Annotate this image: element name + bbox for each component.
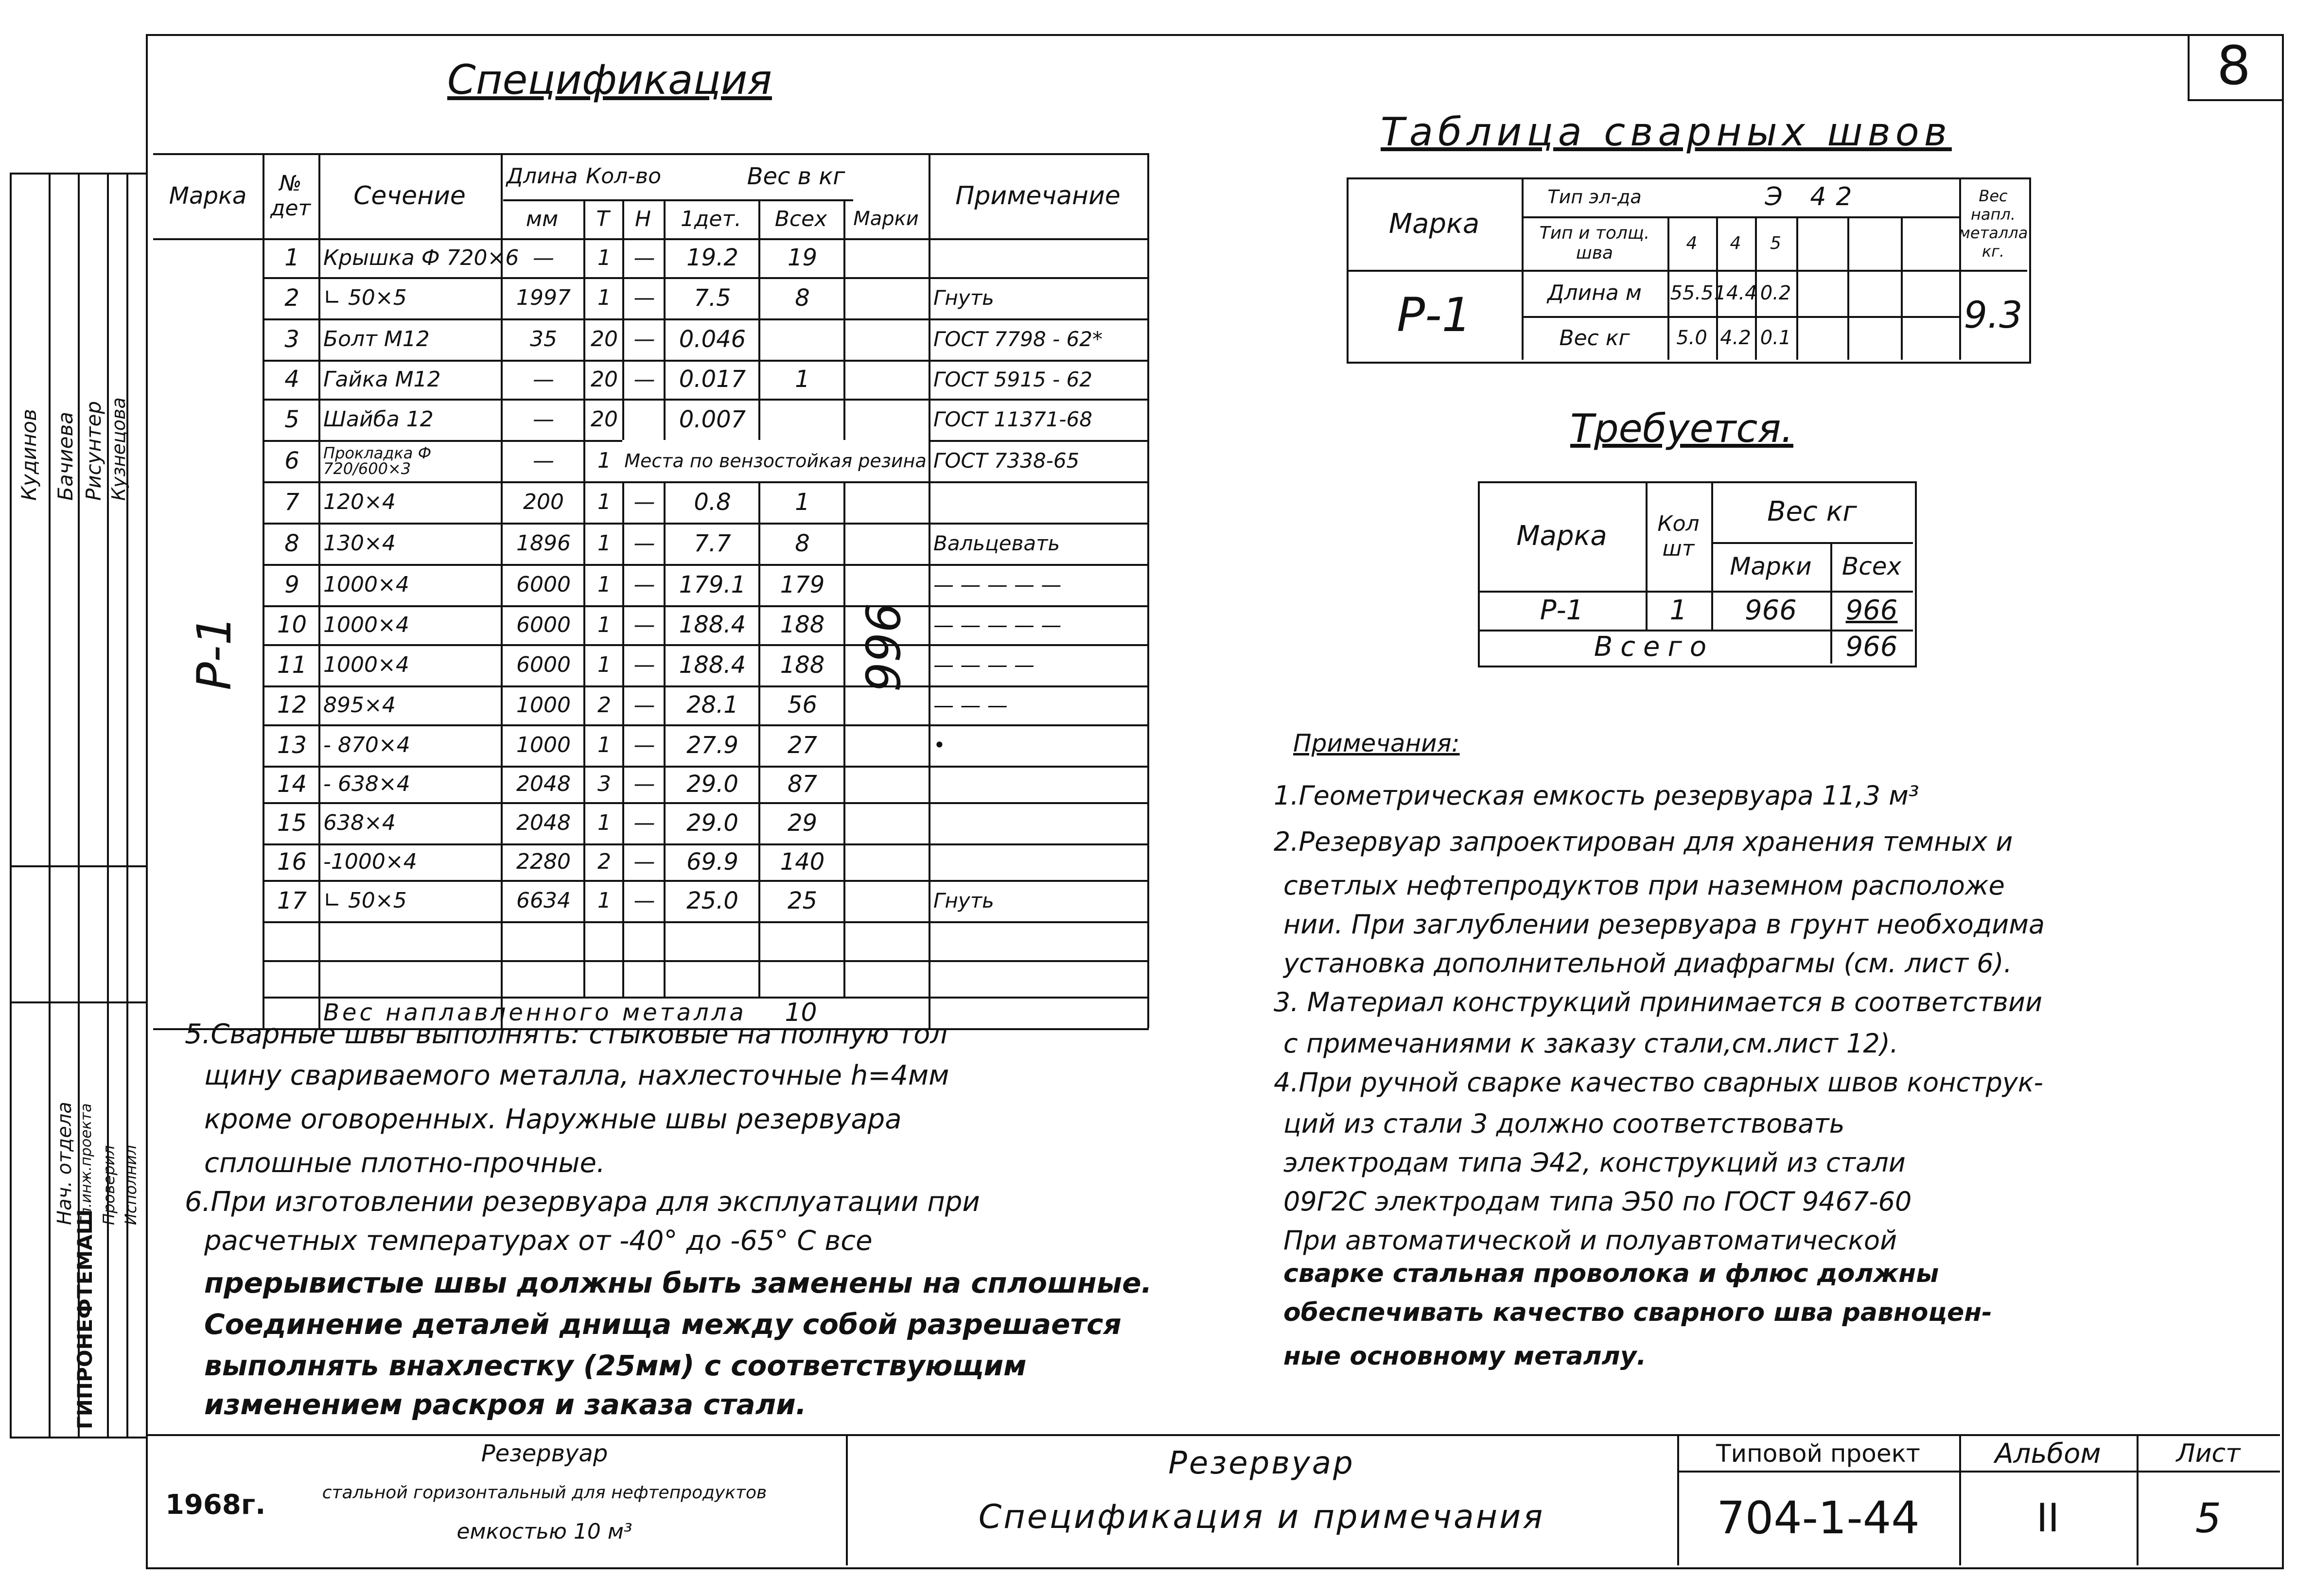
required-w-all-header: Всех	[1841, 552, 1902, 580]
spec-cell-len: 1896	[516, 531, 571, 556]
spec-cell-n	[267, 921, 316, 960]
notes-right-line: 09Г2С электродам типа Э50 по ГОСТ 9467-60	[1283, 1186, 1912, 1217]
spec-cell-len: 200	[523, 490, 564, 514]
spec-cell-section: Крышка Ф 720×6	[323, 245, 519, 270]
notes-right-line: сварке стальная проволока и флюс должны	[1283, 1259, 1939, 1288]
stamp-sheet-label: Лист	[2176, 1439, 2241, 1468]
spec-cell-len: 1997	[516, 285, 571, 310]
notes-right-line: светлых нефтепродуктов при наземном расположе	[1283, 870, 2005, 901]
stamp-year: 1968г.	[165, 1489, 266, 1521]
spec-cell-h: —	[633, 733, 655, 757]
spec-weld-weight-label: Вес наплавленного металла	[323, 999, 747, 1026]
notes-right-line: ций из стали 3 должно соответствовать	[1283, 1108, 1845, 1139]
spec-cell-section: 1000×4	[323, 612, 409, 637]
spec-cell-n: 7	[284, 488, 299, 516]
spec-cell-w1: 188.4	[679, 611, 746, 638]
spec-cell-len: —	[533, 245, 554, 270]
spec-cell-note: — — — —	[933, 653, 1035, 677]
spec-cell-t: 1	[597, 531, 611, 556]
spec-cell-h	[627, 399, 662, 440]
spec-cell-w1: 28.1	[686, 691, 738, 719]
spec-header-section: Сечение	[353, 181, 466, 210]
spec-cell-t: 1	[597, 652, 611, 677]
spec-header-qty-t: Т	[596, 206, 610, 231]
spec-cell-n: 1	[284, 244, 299, 271]
spec-cell-wa	[763, 960, 842, 997]
notes-right-line: 4.При ручной сварке качество сварных швов конструк-	[1274, 1067, 2043, 1098]
spec-cell-section: -1000×4	[323, 849, 417, 874]
margin-name: Бачиева	[53, 412, 77, 501]
notes-right-title: Примечания:	[1293, 729, 1460, 757]
spec-cell-h: —	[633, 572, 655, 597]
notes-left-line: сплошные плотно-прочные.	[204, 1147, 605, 1179]
spec-cell-len: —	[533, 448, 554, 473]
required-mark-header: Марка	[1516, 520, 1607, 552]
spec-cell-t: 20	[591, 327, 618, 351]
spec-cell-len: 6000	[516, 652, 571, 677]
spec-cell-wa: 27	[787, 731, 818, 759]
notes-left-line: выполнять внахлестку (25мм) с соответствующим	[204, 1349, 1027, 1382]
spec-cell-len: 6634	[516, 888, 571, 913]
spec-cell-wa: 25	[787, 887, 818, 914]
spec-cell-section	[323, 921, 499, 960]
spec-cell-wa: 8	[795, 529, 810, 557]
margin-line	[10, 865, 146, 867]
spec-cell-n: 17	[277, 887, 307, 914]
spec-cell-note: Вальцевать	[933, 531, 1060, 555]
welds-seam-type-1: 4	[1686, 233, 1698, 253]
spec-cell-len: 2048	[516, 772, 571, 796]
spec-cell-t: 1	[597, 490, 611, 514]
spec-cell-t: 1	[597, 888, 611, 913]
welds-weight-label: Вес кг	[1559, 325, 1630, 351]
spec-cell-len: —	[533, 367, 554, 392]
spec-cell-wa: 1	[795, 366, 810, 393]
spec-cell-h: —	[633, 810, 655, 835]
spec-cell-note	[933, 921, 1145, 960]
spec-cell-note	[933, 802, 1145, 843]
spec-cell-t: 2	[597, 692, 611, 718]
spec-cell-h: —	[633, 531, 655, 556]
spec-cell-w1	[668, 960, 756, 997]
stamp-album-label: Альбом	[1995, 1438, 2101, 1470]
spec-cell-h	[627, 921, 662, 960]
spec-cell-wa: 188	[780, 611, 825, 638]
spec-cell-note: — — — — —	[933, 613, 1062, 637]
spec-cell-len: 6000	[516, 572, 571, 597]
spec-cell-n: 5	[284, 405, 299, 433]
spec-cell-section: ∟ 50×5	[323, 285, 407, 310]
required-title: Требуется.	[1570, 406, 1793, 451]
spec-cell-note	[933, 843, 1145, 880]
spec-cell-n: 9	[284, 571, 299, 598]
spec-cell-h: —	[633, 490, 655, 514]
notes-right-line: нии. При заглублении резервуара в грунт необходима	[1283, 909, 2045, 940]
spec-cell-h: —	[633, 692, 655, 718]
spec-cell-wa: 19	[787, 244, 818, 271]
spec-cell-w1: 0.017	[679, 366, 746, 393]
spec-cell-t	[588, 960, 620, 997]
spec-cell-t: 1	[597, 448, 611, 473]
margin-line	[10, 1437, 146, 1438]
spec-header-qty: Кол-во	[585, 164, 661, 189]
spec-cell-t	[588, 921, 620, 960]
notes-left-line: изменением раскроя и заказа стали.	[204, 1388, 807, 1421]
welds-weight-header: Вес напл. металла кг.	[1958, 187, 2028, 261]
spec-cell-t: 20	[591, 367, 618, 392]
spec-header-w-mark: Марки	[853, 208, 919, 230]
notes-right-line: ные основному металлу.	[1283, 1342, 1647, 1371]
spec-cell-section: 1000×4	[323, 652, 409, 677]
spec-cell-note: — — —	[933, 693, 1008, 717]
notes-right-line: обеспечивать качество сварного шва равноцен-	[1283, 1298, 1992, 1327]
margin-role: Проверил	[100, 1145, 118, 1225]
spec-cell-wa	[763, 318, 842, 360]
spec-cell-t: 1	[597, 245, 611, 270]
stamp-album-no: II	[2036, 1495, 2060, 1541]
margin-line	[126, 173, 128, 1437]
required-w-mark: 966	[1745, 594, 1797, 626]
spec-cell-w1: 19.2	[686, 244, 738, 271]
notes-right-line: электродам типа Э42, конструкций из стали	[1283, 1147, 1906, 1178]
spec-cell-w1: 179.1	[679, 571, 746, 598]
spec-cell-section: 638×4	[323, 810, 396, 835]
spec-cell-note	[933, 481, 1145, 523]
stamp-sheet-no: 5	[2195, 1494, 2222, 1542]
spec-header-note: Примечание	[955, 181, 1121, 210]
notes-left-line: 6.При изготовлении резервуара для эксплуатации при	[185, 1186, 980, 1218]
notes-left-line: щину свариваемого металла, нахлесточные h=4мм	[204, 1060, 949, 1091]
margin-line	[10, 173, 146, 175]
spec-cell-note: Гнуть	[933, 889, 994, 912]
spec-cell-note: ГОСТ 5915 - 62	[933, 367, 1092, 391]
welds-electrode-value: Э 42	[1765, 182, 1862, 211]
spec-cell-h: —	[633, 245, 655, 270]
spec-header-mark: Марка	[169, 182, 247, 210]
margin-name: Кузнецова	[108, 397, 129, 501]
spec-cell-h: —	[633, 327, 655, 351]
spec-cell-h: —	[633, 888, 655, 913]
spec-cell-len	[506, 921, 581, 960]
spec-cell-len: —	[533, 407, 554, 432]
spec-cell-len: 1000	[516, 733, 571, 757]
spec-cell-section: - 638×4	[323, 772, 410, 796]
required-w-all: 966	[1845, 594, 1898, 626]
spec-cell-wa: 56	[787, 691, 818, 719]
spec-cell-w1	[668, 921, 756, 960]
spec-cell-section: 1000×4	[323, 572, 409, 597]
spec-cell-section: 120×4	[323, 490, 396, 514]
required-qty: 1	[1669, 594, 1687, 626]
welds-wt-3: 0.1	[1760, 327, 1791, 349]
stamp-left-title: Резервуар	[481, 1440, 608, 1467]
spec-cell-n	[267, 960, 316, 997]
sheet-corner-number: 8	[2217, 35, 2251, 97]
spec-cell-n: 3	[284, 325, 299, 353]
welds-total: 9.3	[1964, 293, 2023, 336]
spec-mark-weight: 966	[855, 603, 909, 692]
spec-cell-wa: 8	[795, 284, 810, 312]
welds-title: Таблица сварных швов	[1381, 109, 1952, 155]
spec-cell-section: ∟ 50×5	[323, 888, 407, 913]
required-weight-header: Вес кг	[1767, 496, 1857, 527]
notes-right-line: При автоматической и полуавтоматической	[1283, 1225, 1897, 1256]
spec-header-w-part: 1дет.	[680, 206, 742, 231]
stamp-center-1: Резервуар	[1168, 1445, 1355, 1481]
required-qty-header: Кол шт	[1657, 511, 1700, 561]
spec-cell-n: 8	[284, 529, 299, 557]
spec-cell-note: — — — — —	[933, 573, 1062, 596]
welds-electrode-type: Тип эл-да	[1547, 186, 1642, 208]
welds-wt-1: 5.0	[1676, 327, 1707, 349]
welds-seam-type: Тип и толщ. шва	[1539, 223, 1650, 263]
spec-cell-t: 3	[597, 772, 611, 796]
spec-cell-n: 13	[277, 731, 307, 759]
spec-cell-n: 6	[284, 447, 299, 474]
spec-cell-w1: 0.8	[694, 488, 731, 516]
margin-line	[49, 173, 51, 1437]
spec-cell-len: 2280	[516, 849, 571, 874]
spec-header-qty-n: Н	[634, 206, 651, 231]
spec-cell-n: 14	[277, 770, 307, 798]
notes-right-line: с примечаниями к заказу стали,см.лист 12).	[1283, 1028, 1898, 1059]
spec-header-w-all: Всех	[774, 206, 827, 231]
notes-left-line: 5.Сварные швы выполнять: стыковые на полную тол	[185, 1018, 948, 1050]
margin-role: Гл.инж.проекта	[78, 1103, 95, 1225]
spec-header-length: Длина	[506, 164, 578, 189]
margin-name: Рисунтер	[82, 401, 105, 501]
spec-header-length-unit: мм	[526, 206, 559, 231]
spec-cell-w1: 7.7	[694, 529, 731, 557]
required-total-label: Всего	[1594, 631, 1715, 663]
welds-seam-type-2: 4	[1730, 233, 1741, 253]
margin-line	[107, 173, 109, 1437]
spec-cell-note	[933, 960, 1145, 997]
stamp-left-sub2: емкостью 10 м³	[456, 1519, 632, 1544]
welds-mark-header: Марка	[1388, 208, 1480, 240]
spec-cell-n: 15	[277, 809, 307, 837]
spec-cell-wa: 179	[780, 571, 825, 598]
spec-cell-t: 1	[597, 733, 611, 757]
spec-weld-weight-value: 10	[785, 998, 817, 1027]
spec-cell-section: Шайба 12	[323, 407, 434, 432]
required-mark: Р-1	[1540, 594, 1584, 626]
spec-cell-w1: 29.0	[686, 809, 738, 837]
stamp-left-sub: стальной горизонтальный для нефтепродуктов	[322, 1482, 767, 1503]
spec-cell-n: 12	[277, 691, 307, 719]
margin-line	[10, 1001, 146, 1003]
spec-cell-note: Гнуть	[933, 286, 994, 310]
spec-cell-t: 1	[597, 572, 611, 597]
spec-cell-section: 895×4	[323, 692, 396, 718]
spec-cell-len: 6000	[516, 612, 571, 637]
notes-right-line: установка дополнительной диафрагмы (см. лист 6).	[1283, 948, 2012, 979]
spec-cell-note: •	[933, 733, 946, 757]
spec-cell-h: —	[633, 367, 655, 392]
spec-cell-note: ГОСТ 11371-68	[933, 407, 1092, 431]
spec-cell-section	[323, 960, 499, 997]
spec-cell-n: 10	[277, 611, 307, 638]
spec-cell-t: 1	[597, 810, 611, 835]
spec-cell-w1: 188.4	[679, 651, 746, 679]
spec-cell-note	[933, 766, 1145, 802]
notes-right-line: 2.Резервуар запроектирован для хранения темных и	[1274, 826, 2013, 857]
spec-row6-merged: Места по вензостойкая резина	[622, 440, 929, 481]
stamp-center-2: Спецификация и примечания	[978, 1497, 1545, 1536]
welds-length-label: Длина м	[1547, 281, 1642, 305]
welds-len-2: 14.4	[1714, 281, 1757, 304]
notes-left-line: Соединение деталей днища между собой разрешается	[204, 1308, 1122, 1341]
spec-cell-t: 1	[597, 612, 611, 637]
welds-len-1: 55.5	[1670, 281, 1714, 304]
spec-cell-section: Гайка М12	[323, 367, 441, 392]
spec-cell-w1: 0.007	[679, 405, 746, 433]
welds-wt-2: 4.2	[1720, 327, 1751, 349]
spec-cell-wa: 1	[795, 488, 810, 516]
spec-cell-section: Болт М12	[323, 327, 430, 351]
welds-mark: Р-1	[1397, 287, 1472, 342]
spec-title: Спецификация	[447, 56, 772, 104]
spec-cell-note: ГОСТ 7798 - 62*	[933, 327, 1103, 351]
spec-cell-h	[627, 960, 662, 997]
spec-cell-n: 4	[284, 366, 299, 393]
spec-header-weight: Вес в кг	[747, 162, 845, 190]
spec-cell-wa: 29	[787, 809, 818, 837]
spec-mark-value: Р-1	[187, 615, 242, 690]
spec-cell-w1: 25.0	[686, 887, 738, 914]
spec-cell-len: 2048	[516, 810, 571, 835]
spec-cell-t: 2	[597, 849, 611, 874]
notes-right-line: 1.Геометрическая емкость резервуара 11,3 м³	[1274, 780, 1919, 811]
spec-cell-t: 1	[597, 285, 611, 310]
spec-cell-t: 20	[591, 407, 618, 432]
spec-header-part: № дет	[270, 171, 311, 221]
spec-cell-n: 16	[277, 848, 307, 876]
spec-cell-section: 130×4	[323, 531, 396, 556]
spec-cell-w1: 69.9	[686, 848, 738, 876]
spec-cell-wa	[763, 921, 842, 960]
margin-name: Кудинов	[17, 409, 41, 501]
margin-role: Исполнил	[122, 1145, 140, 1225]
margin-line	[10, 173, 12, 1437]
spec-cell-h: —	[633, 772, 655, 796]
spec-cell-w1: 27.9	[686, 731, 738, 759]
spec-cell-w1: 0.046	[679, 325, 746, 353]
welds-seam-type-3: 5	[1770, 233, 1781, 253]
spec-cell-wa	[763, 399, 842, 440]
spec-cell-wa: 87	[787, 770, 818, 798]
notes-left-line: расчетных температурах от -40° до -65° С все	[204, 1225, 873, 1257]
spec-cell-len: 1000	[516, 692, 571, 718]
notes-left-line: прерывистые швы должны быть заменены на сплошные.	[204, 1266, 1152, 1299]
notes-left-line: кроме оговоренных. Наружные швы резервуара	[204, 1104, 902, 1135]
spec-cell-h: —	[633, 652, 655, 677]
spec-cell-n: 2	[284, 284, 299, 312]
spec-cell-h: —	[633, 849, 655, 874]
spec-cell-n: 11	[277, 651, 307, 679]
stamp-project-label: Типовой проект	[1716, 1439, 1920, 1468]
spec-cell-wa: 140	[780, 848, 825, 876]
spec-cell-section: Прокладка Ф 720/600×3	[323, 443, 432, 478]
spec-cell-len: 35	[530, 327, 557, 351]
spec-cell-note: ГОСТ 7338-65	[933, 449, 1080, 473]
welds-len-3: 0.2	[1760, 281, 1791, 304]
required-total: 966	[1845, 631, 1898, 663]
spec-cell-h: —	[633, 285, 655, 310]
margin-role: Нач. отдела	[53, 1102, 76, 1225]
spec-cell-wa: 188	[780, 651, 825, 679]
spec-cell-w1: 29.0	[686, 770, 738, 798]
spec-cell-w1: 7.5	[694, 284, 731, 312]
required-w-mark-header: Марки	[1730, 552, 1812, 580]
margin-org: ГИПРОНЕФТЕМАШ	[73, 1209, 97, 1429]
stamp-project-no: 704-1-44	[1717, 1492, 1920, 1544]
spec-cell-note	[933, 238, 1145, 277]
spec-cell-h: —	[633, 612, 655, 637]
spec-cell-len	[506, 960, 581, 997]
notes-right-line: 3. Материал конструкций принимается в соответствии	[1274, 987, 2043, 1017]
spec-cell-section: - 870×4	[323, 733, 410, 757]
